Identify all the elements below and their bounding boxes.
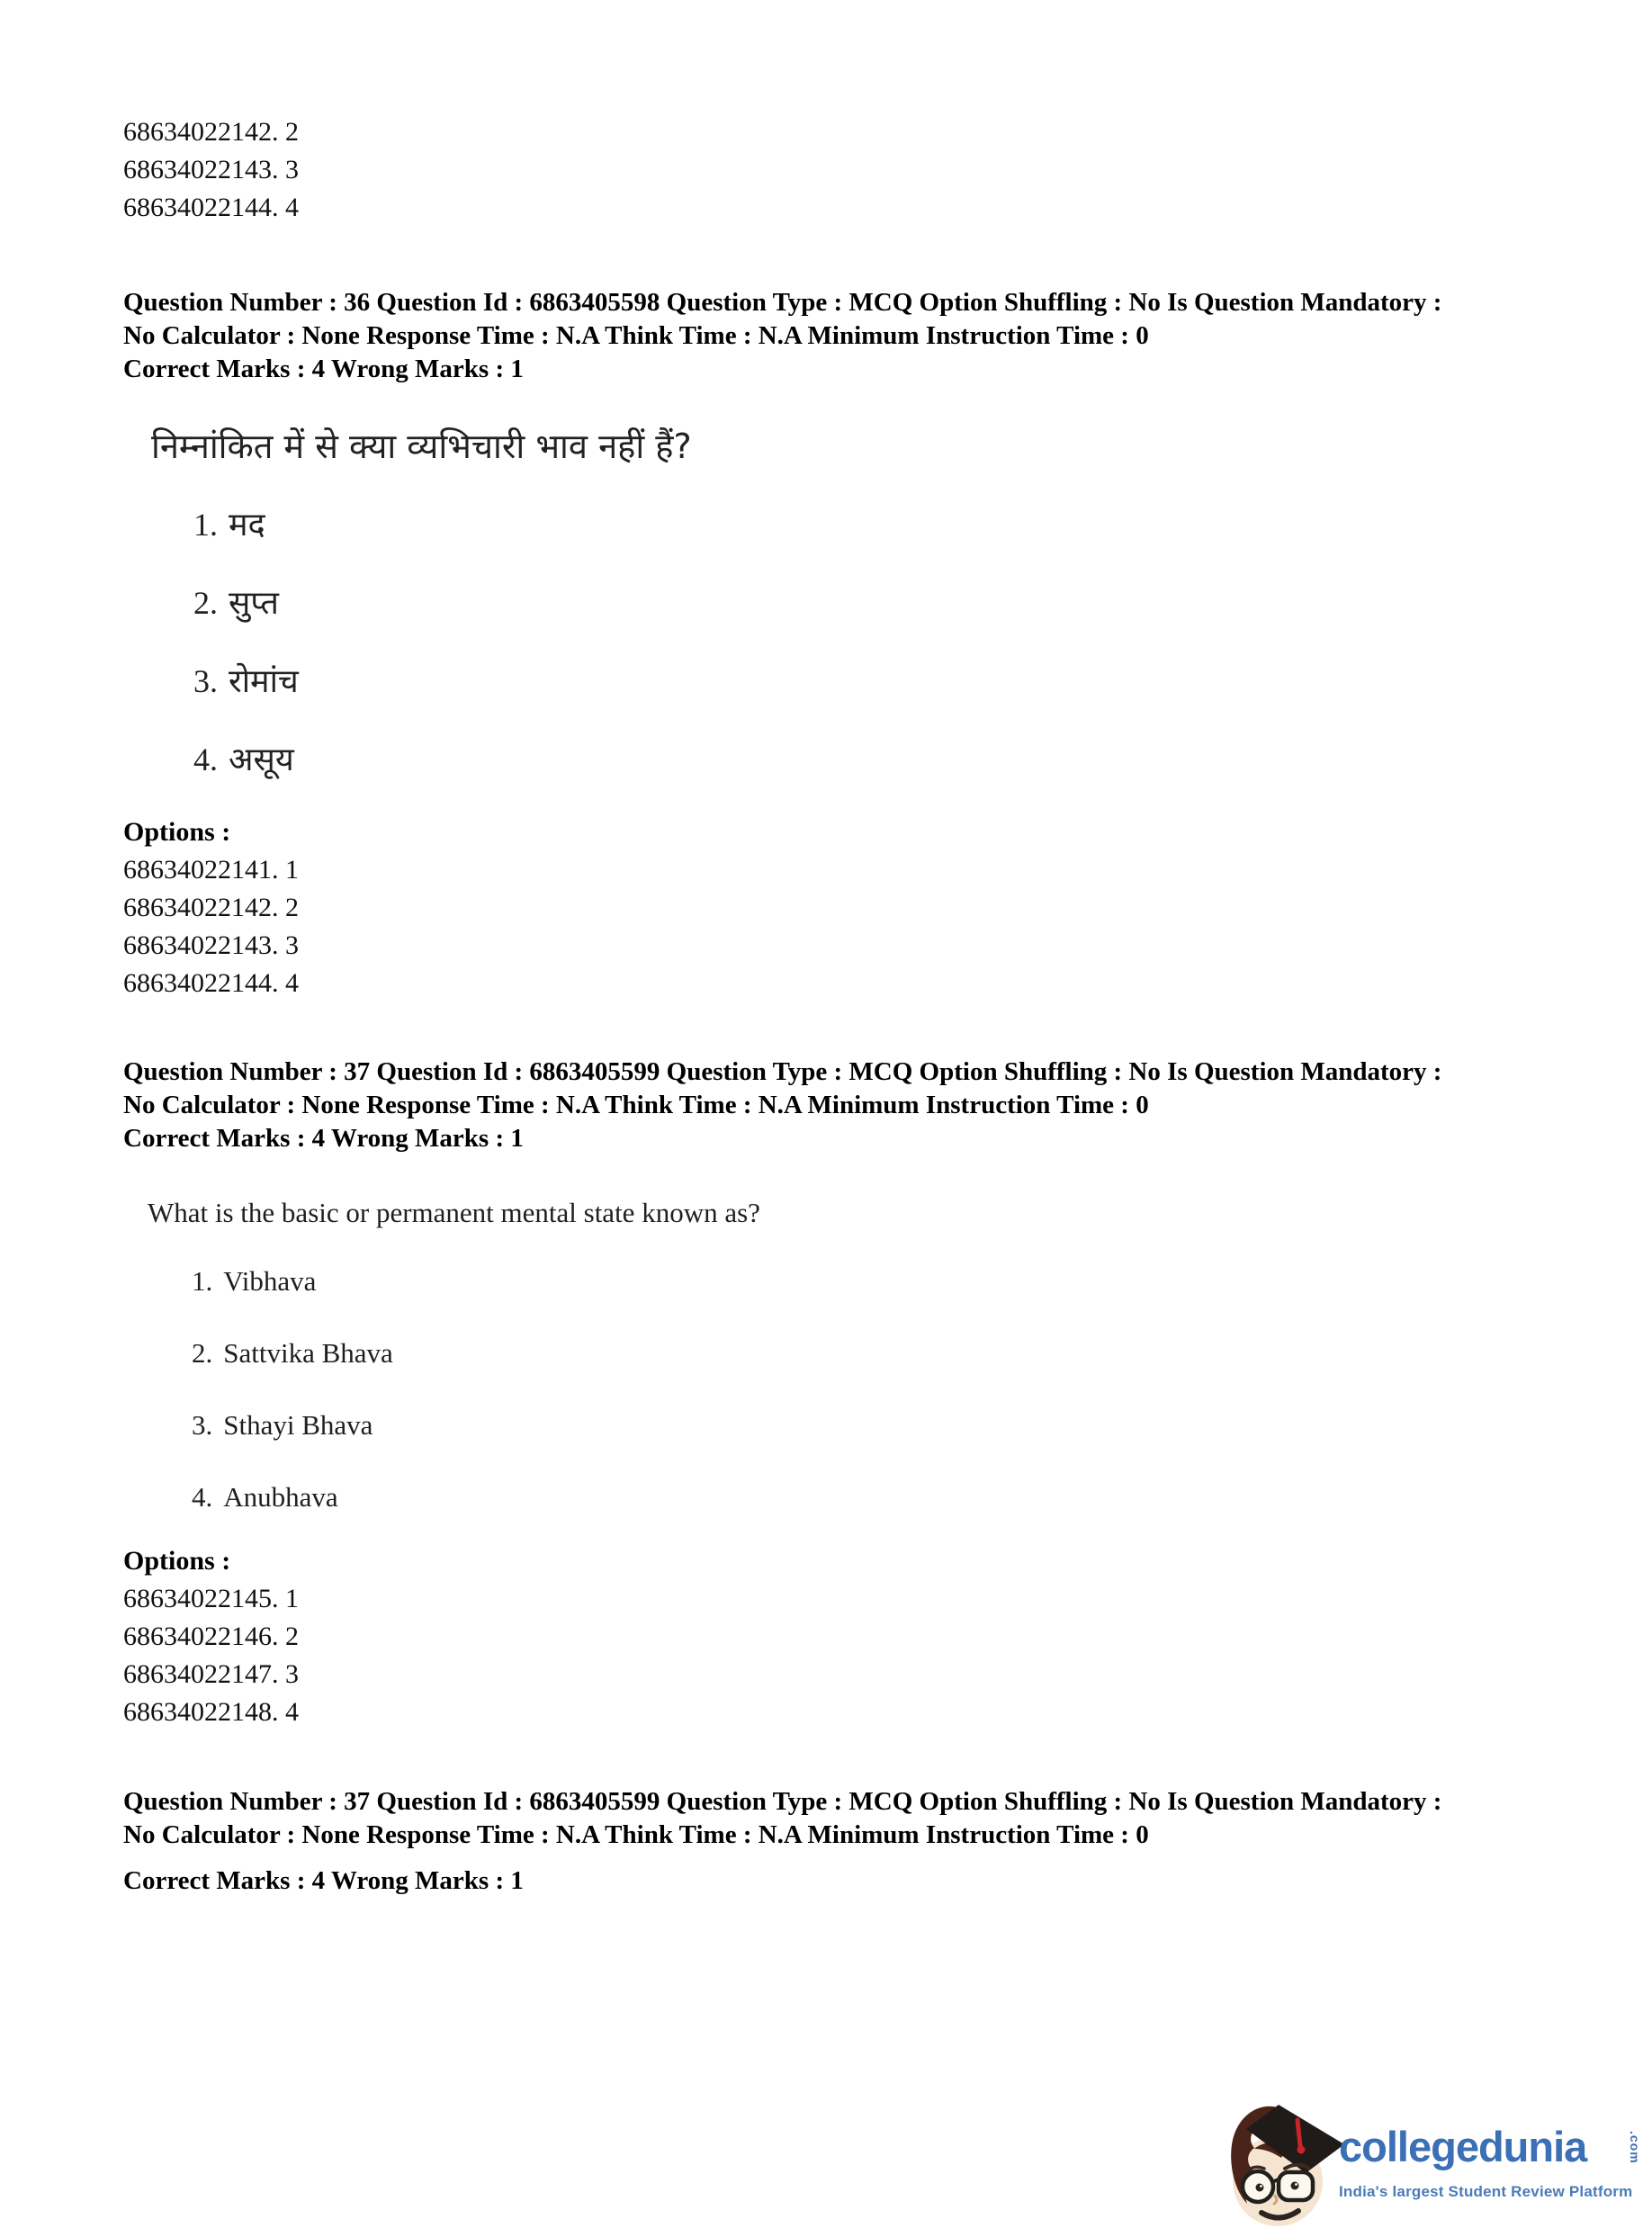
option-id-line: 68634022146. 2	[123, 1622, 299, 1651]
choice-text: Vibhava	[223, 1265, 317, 1297]
meta-line: Question Number : 37 Question Id : 6863405599 Question Type : MCQ Option Shuffling : No Is Question Mandatory :	[123, 1057, 1442, 1086]
brand-wordmark: collegedunia	[1339, 2123, 1587, 2170]
marks-line: Correct Marks : 4 Wrong Marks : 1	[123, 1124, 524, 1153]
choice-item	[193, 580, 299, 626]
choice-item	[193, 659, 299, 705]
question-36-metadata	[123, 286, 1441, 386]
option-id-line: 68634022141. 1	[123, 855, 299, 885]
question-37-choices	[192, 1262, 393, 1550]
option-id-line: 68634022148. 4	[123, 1697, 299, 1727]
collegedunia-mascot	[1222, 2102, 1348, 2228]
choice-text: Sthayi Bhava	[223, 1409, 373, 1441]
choice-text: रोमांच	[229, 663, 299, 700]
choice-number: 1.	[192, 1265, 213, 1297]
choice-item	[193, 502, 299, 548]
meta-line: No Calculator : None Response Time : N.A Think Time : N.A Minimum Instruction Time : 0	[123, 1091, 1149, 1119]
choice-number: 1.	[193, 507, 218, 543]
choice-item	[192, 1406, 393, 1445]
choice-number: 3.	[192, 1409, 213, 1441]
option-id-line: 68634022143. 3	[123, 930, 299, 960]
marks-line: Correct Marks : 4 Wrong Marks : 1	[123, 1866, 524, 1895]
option-id-line: 68634022144. 4	[123, 968, 299, 998]
top-overflow-option-ids	[123, 113, 299, 227]
question-36-text: निम्नांकित में से क्या व्यभिचारी भाव नहीं हैं?	[151, 427, 692, 466]
meta-line: No Calculator : None Response Time : N.A Think Time : N.A Minimum Instruction Time : 0	[123, 321, 1149, 350]
mascot-eye-left	[1256, 2184, 1264, 2192]
choice-number: 4.	[192, 1481, 213, 1513]
mascot-eye-right	[1291, 2182, 1299, 2190]
choice-item	[192, 1334, 393, 1373]
question-37-options	[123, 1542, 299, 1731]
option-id-line: 68634022142. 2	[123, 893, 299, 922]
options-label: Options :	[123, 817, 231, 847]
cap-tassel	[1297, 2120, 1300, 2146]
brand-tagline: India's largest Student Review Platform	[1339, 2183, 1633, 2200]
option-id-line: 68634022144. 4	[123, 193, 299, 222]
meta-line: No Calculator : None Response Time : N.A Think Time : N.A Minimum Instruction Time : 0	[123, 1820, 1149, 1849]
marks-line: Correct Marks : 4 Wrong Marks : 1	[123, 355, 524, 383]
meta-line: Question Number : 37 Question Id : 6863405599 Question Type : MCQ Option Shuffling : No Is Question Mandatory :	[123, 1787, 1442, 1816]
question-36-options	[123, 813, 299, 1002]
choice-number: 4.	[193, 741, 218, 777]
option-id-line: 68634022142. 2	[123, 117, 299, 147]
choice-text: मद	[229, 507, 265, 544]
choice-text: Sattvika Bhava	[223, 1337, 393, 1369]
question-37-text: What is the basic or permanent mental state known as?	[148, 1197, 760, 1228]
meta-line: Question Number : 36 Question Id : 6863405598 Question Type : MCQ Option Shuffling : No Is Question Mandatory :	[123, 288, 1442, 317]
options-label: Options :	[123, 1546, 231, 1576]
question-37-metadata	[123, 1056, 1441, 1155]
choice-item	[192, 1478, 393, 1517]
choice-item	[192, 1262, 393, 1301]
choice-number: 3.	[193, 663, 218, 699]
choice-number: 2.	[193, 585, 218, 621]
question-36-choices	[193, 502, 299, 815]
option-id-line: 68634022143. 3	[123, 155, 299, 184]
collegedunia-logo	[1222, 2102, 1652, 2228]
choice-item	[193, 737, 299, 783]
question-37-metadata-repeat	[123, 1785, 1441, 1898]
brand-tld: .com	[1628, 2131, 1642, 2164]
choice-number: 2.	[192, 1337, 213, 1369]
choice-text: सुप्त	[229, 585, 279, 622]
option-id-line: 68634022147. 3	[123, 1659, 299, 1689]
option-id-line: 68634022145. 1	[123, 1584, 299, 1613]
cap-tassel-knot	[1297, 2146, 1306, 2154]
choice-text: Anubhava	[223, 1481, 338, 1513]
choice-text: असूय	[229, 741, 294, 778]
